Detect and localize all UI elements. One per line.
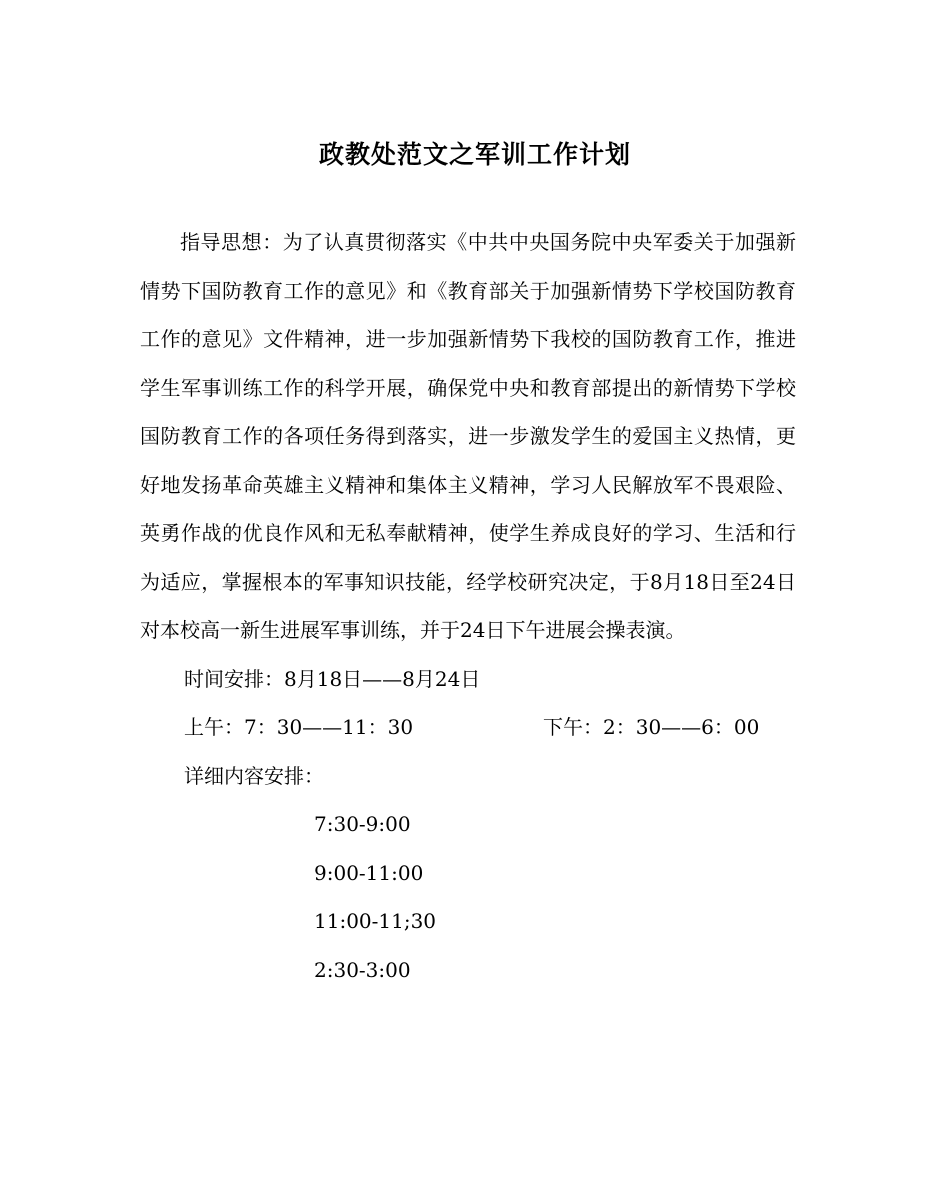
time-slot: 11:00-11;30 (314, 909, 437, 933)
document-body (140, 218, 796, 994)
document-title: 政教处范文之军训工作计划 (318, 140, 631, 169)
detail-heading: 详细内容安排： (184, 763, 324, 788)
afternoon-time: 下午：2：30——6：00 (543, 715, 760, 739)
time-slot: 7:30-9:00 (314, 812, 411, 836)
time-row (140, 703, 796, 752)
guiding-paragraph: 指导思想：为了认真贯彻落实《中共中央国务院中央军委关于加强新情势下国防教育工作的意见》和《教育部关于加强新情势下学校国防教育工作的意见》文件精神，进一步加强新情势下我校的国防教育工作，推进学生军事训练工作的科学开展，确保党中央和教育部提出的新情势下学校国防教育工作的各项任务得到落实，进一步激发学生的爱国主义热情，更好地发扬革命英雄主义精神和集体主义精神，学习人民解放军不畏艰险、英勇作战的优良作风和无私奉献精神，使学生养成良好的学习、生活和行为适应，掌握根本的军事知识技能，经学校研究决定，于8月18日至24日对本校高一新生进展军事训练，并于24日下午进展会操表演。 (140, 230, 796, 642)
time-slot: 2:30-3:00 (314, 957, 411, 982)
time-slot: 9:00-11:00 (314, 860, 424, 885)
time-slot-list (140, 800, 796, 994)
morning-time: 上午：7：30——11：30 (184, 715, 414, 739)
schedule-line: 时间安排：8月18日——8月24日 (184, 666, 481, 691)
